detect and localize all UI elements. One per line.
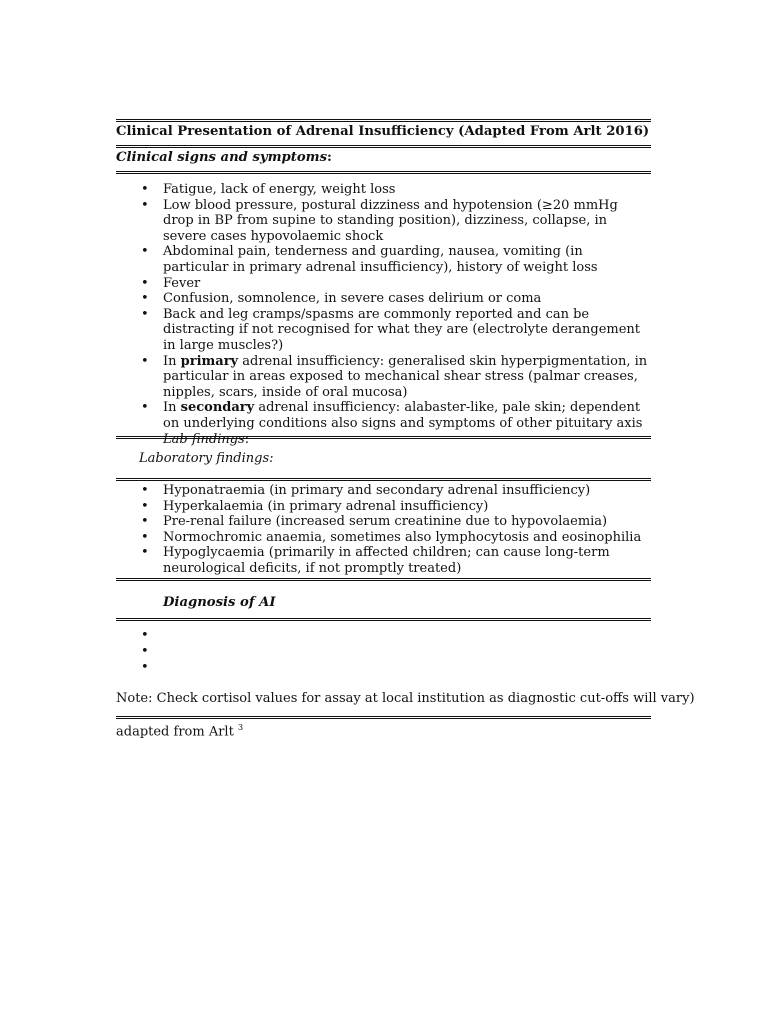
item-text: Confusion, somnolence, in severe cases delirium or coma <box>163 291 542 307</box>
list-item <box>116 291 651 307</box>
adapted-from <box>116 723 243 739</box>
item-text: Fatigue, lack of energy, weight loss <box>163 182 396 197</box>
item-text: In <box>163 400 181 416</box>
signs-heading <box>116 150 332 165</box>
list-item <box>116 244 651 275</box>
signs-list <box>116 182 651 447</box>
note-text: Note: Check cortisol values for assay at local institution as diagnostic cut-offs will vary) <box>116 691 695 706</box>
item-text: Abdominal pain, tenderness and guarding, nausea, vomiting (in particular in primary adrenal insufficiency), history of weight loss <box>163 244 598 275</box>
item-colon: : <box>244 431 250 447</box>
reference-number: 3 <box>237 723 244 732</box>
list-item <box>116 400 651 447</box>
lab-heading: Laboratory findings: <box>139 451 274 466</box>
lab-end-rule <box>116 578 651 581</box>
item-text: Back and leg cramps/spasms are commonly reported and can be distracting if not recognised for what they are (electrolyte derangement in large muscles?) <box>163 306 641 353</box>
item-text: Fever <box>163 275 201 291</box>
signs-end-rule <box>116 436 651 439</box>
title-rule <box>116 145 651 148</box>
list-item <box>116 644 651 660</box>
list-item <box>116 198 651 245</box>
signs-heading-rule <box>116 171 651 174</box>
list-item: • Pre-renal failure (increased serum creatinine due to hypovolaemia) <box>116 514 651 530</box>
list-item <box>116 628 651 644</box>
list-item: • Normochromic anaemia, sometimes also lymphocytosis and eosinophilia <box>116 530 651 546</box>
lab-list <box>116 483 651 577</box>
item-text: In <box>163 353 181 369</box>
signs-heading-colon: : <box>327 150 332 165</box>
top-rule <box>116 119 651 122</box>
signs-heading-text: Clinical signs and symptoms <box>116 150 328 165</box>
list-item <box>116 307 651 354</box>
lab-heading-rule <box>116 478 651 481</box>
item-bold: secondary <box>180 400 255 416</box>
list-item <box>116 660 651 676</box>
list-item: • Hyponatraemia (in primary and secondary adrenal insufficiency) <box>116 483 651 499</box>
list-item: • Hypoglycaemia (primarily in affected children; can cause long-term neurological deficits, if not promptly treated) <box>116 545 651 576</box>
item-text: adrenal insufficiency: alabaster-like, pale skin; dependent on underlying conditions also signs and symptoms of other pituitary axis <box>163 400 643 431</box>
diagnosis-heading: Diagnosis of AI <box>163 595 276 610</box>
item-text: Low blood pressure, postural dizziness and hypotension (≥20 mmHg drop in BP from supine to standing position), dizziness, collapse, in severe cases hypovolaemic shock <box>163 197 618 244</box>
item-bold: primary <box>180 353 239 369</box>
table-title: Clinical Presentation of Adrenal Insufficiency (Adapted From Arlt 2016) <box>116 124 650 139</box>
item-italic: Lab findings <box>163 431 245 447</box>
note-rule <box>116 716 651 719</box>
item-text: adrenal insufficiency: generalised skin hyperpigmentation, in particular in areas exposed to mechanical shear stress (palmar creases, nipples, scars, inside of oral mucosa) <box>163 353 648 400</box>
diagnosis-heading-rule <box>116 618 651 621</box>
list-item <box>116 182 651 198</box>
list-item <box>116 276 651 292</box>
list-item <box>116 354 651 401</box>
adapted-text: adapted from Arlt <box>116 724 234 740</box>
diagnosis-list <box>116 628 651 676</box>
list-item: • Hyperkalaemia (in primary adrenal insufficiency) <box>116 499 651 515</box>
